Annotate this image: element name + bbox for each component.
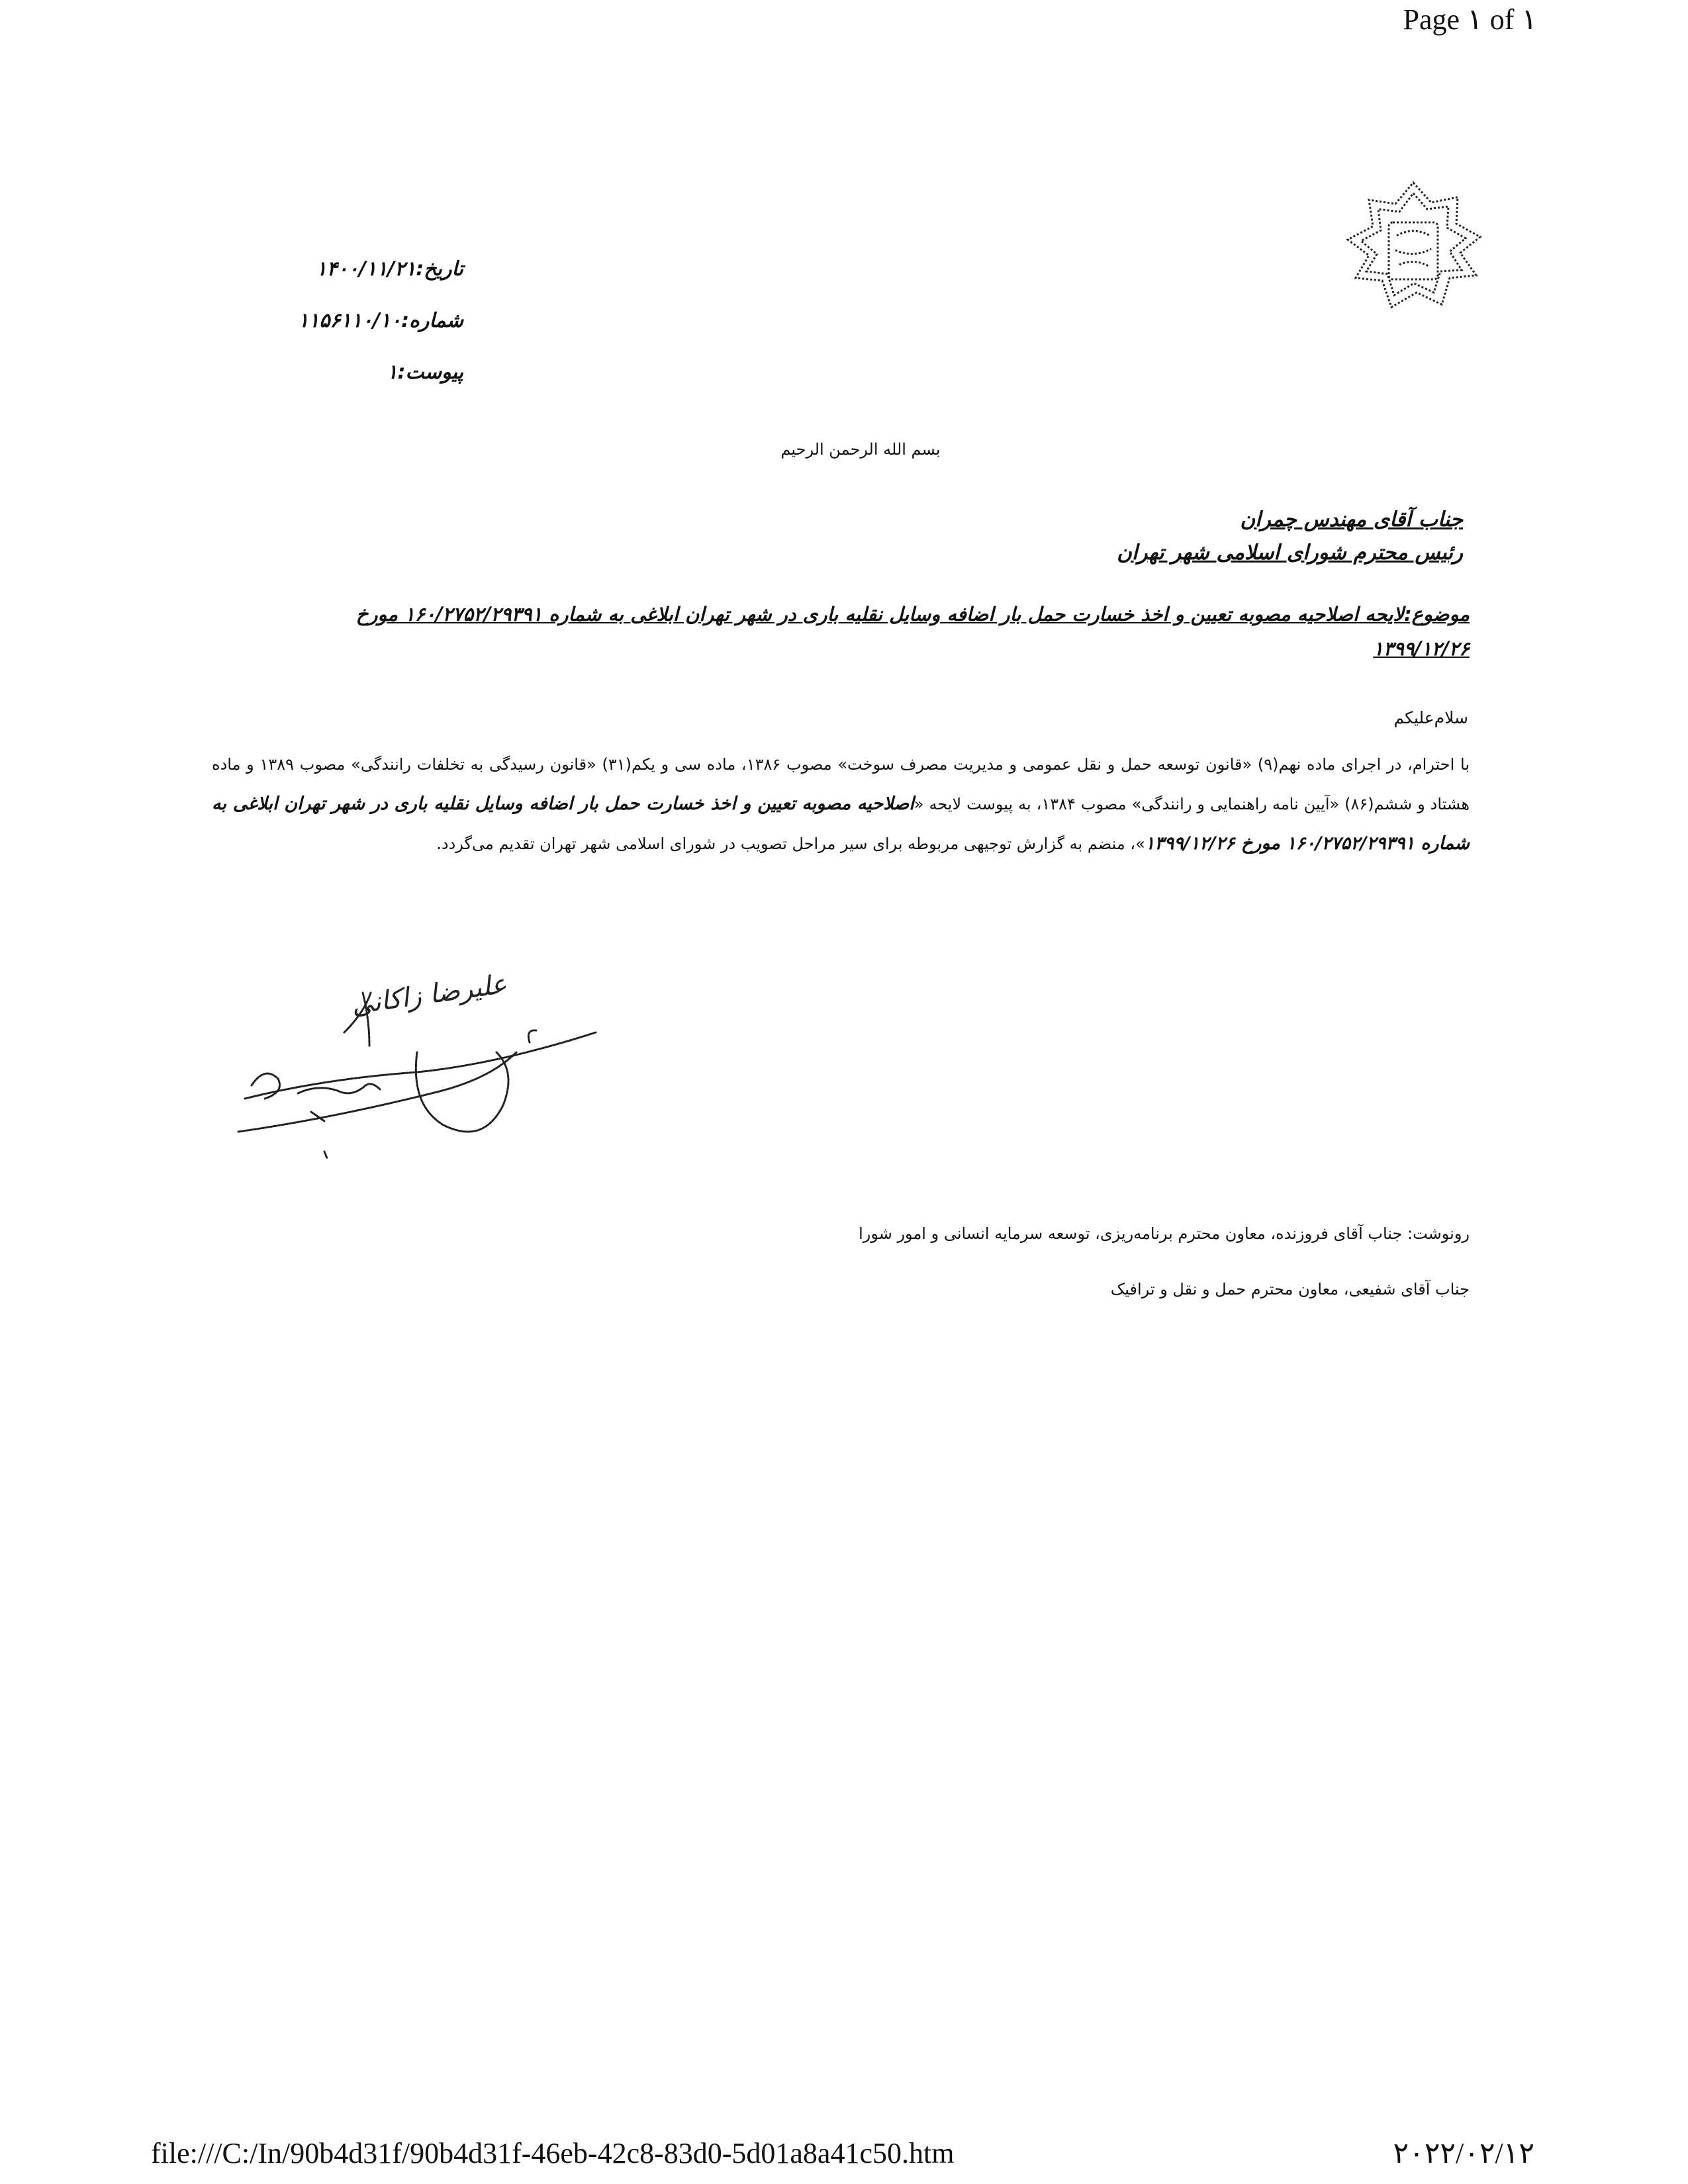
footer-date: ۲۰۲۲/۰۲/۱۲: [1393, 2137, 1534, 2169]
body-part-2: »، منضم به گزارش توجیهی مربوطه برای سیر مراحل تصویب در شورای اسلامی شهر تهران تقدیم می‌گردد.: [436, 835, 1145, 853]
basmala: بسم الله الرحمن الرحیم: [780, 440, 941, 459]
cc-line-1: رونوشت: جناب آقای فروزنده، معاون محترم برنامه‌ریزی، توسعه سرمایه انسانی و امور شورا: [859, 1224, 1470, 1243]
letter-body: [212, 745, 1470, 864]
letter-number: شماره:۱۱۵۶۱۱۰/۱۰: [298, 309, 463, 332]
letter-meta: [278, 257, 463, 412]
letter-date: تاریخ:۱۴۰۰/۱۱/۲۱: [316, 257, 463, 281]
tehran-municipality-logo-icon: [1317, 179, 1509, 324]
addressee: [1117, 503, 1463, 569]
body-bold-title: اصلاحیه مصوبه تعیین و اخذ خسارت حمل بار اضافه وسایل نقلیه باری در شهر تهران ابلاغی به شماره ۱۶۰/۲۷۵۲/۲۹۳۹۱ مورخ ۱۳۹۹/۱۲/۲۶: [212, 794, 1470, 854]
footer-file-path: file:///C:/In/90b4d31f/90b4d31f-46eb-42c8-83d0-5d01a8a41c50.htm: [151, 2137, 955, 2169]
signature: [225, 953, 675, 1178]
letter-subject: موضوع:لایحه اصلاحیه مصوبه تعیین و اخذ خسارت حمل بار اضافه وسایل نقلیه باری در شهر تهران ابلاغی به شماره ۱۶۰/۲۷۵۲/۲۹۳۹۱ مورخ ۱۳۹۹/۱۲/۲۶: [355, 603, 1470, 660]
letter-attachment: پیوست:۱: [387, 361, 463, 384]
signature-name: علیرضا زاکانی: [349, 968, 509, 1021]
addressee-name: جناب آقای مهندس چمران: [1240, 508, 1463, 531]
page-indicator: Page ۱ of ۱: [1403, 3, 1537, 36]
greeting: سلام‌علیکم: [1393, 708, 1468, 727]
addressee-title: رئیس محترم شورای اسلامی شهر تهران: [1117, 541, 1463, 565]
body-part-1: با احترام، در اجرای ماده نهم(۹) «قانون توسعه حمل و نقل عمومی و مدیریت مصرف سوخت» مصوب ۱۳۸۶، ماده سی و یکم(۳۱) «قانون رسیدگی به تخلفات رانندگی» مصوب ۱۳۸۹ و ماده هشتاد و ششم(۸۶) «آیین نامه راهنمایی و رانندگی» مصوب ۱۳۸۴، به پیوست لایحه «: [212, 755, 1470, 813]
cc-block: [859, 1206, 1470, 1317]
cc-line-2: جناب آقای شفیعی، معاون محترم حمل و نقل و ترافیک: [1110, 1280, 1470, 1298]
